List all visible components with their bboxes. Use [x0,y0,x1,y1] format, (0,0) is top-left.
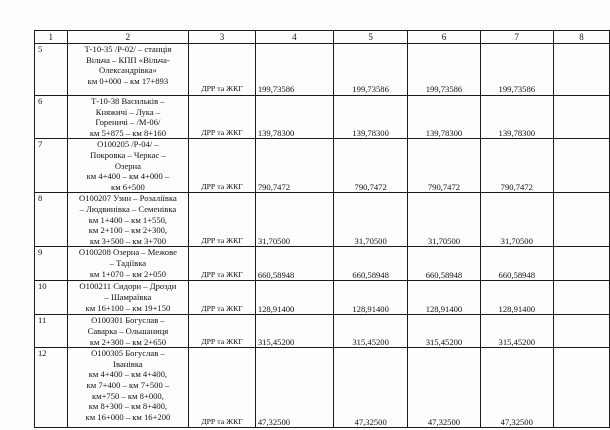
funding-source: ДРР та ЖКГ [189,96,256,139]
road-description [67,193,189,247]
amount-c4: 199,73586 [255,44,333,96]
road-description-line: – Тадіївка [109,257,147,268]
road-description-line: Іванівка [113,358,143,369]
road-description-line: км 6+500 [111,181,145,192]
road-description-line: Вільча – КПП «Вільча- [86,54,170,65]
road-description-line: км 1+070 – км 2+050 [89,268,167,279]
row-number: 5 [35,44,68,96]
table-row [35,139,610,193]
amount-c5: 31,70500 [334,193,408,247]
row-number: 10 [35,281,68,315]
road-description-line: км 0+000 – км 17+893 [87,75,169,86]
amount-c7: 31,70500 [480,193,553,247]
road-description-line: км 3+500 – км 3+700 [89,235,167,246]
amount-c8 [553,193,609,247]
amount-c8 [553,139,609,193]
row-number: 11 [35,315,68,348]
road-description [67,247,189,281]
road-description-line: Озерна [114,160,141,171]
row-number: 9 [35,247,68,281]
column-number: 1 [35,31,68,44]
road-description-line: О100211 Сидори – Дрозди [79,281,177,292]
road-description-line: – Шамраївка [104,291,152,302]
amount-c8 [553,96,609,139]
road-description-line: км 2+300 – км 2+650 [89,336,167,347]
amount-c7: 128,91400 [480,281,553,315]
column-number: 2 [67,31,189,44]
road-description-line: км+750 – км 8+000, [91,390,164,401]
road-description-line: Т-10-38 Васильків – [91,96,165,106]
road-description [67,44,189,96]
amount-c4: 47,32500 [255,348,333,428]
column-number: 7 [480,31,553,44]
amount-c7: 139,78300 [480,96,553,139]
funding-source: ДРР та ЖКГ [189,247,256,281]
row-number: 8 [35,193,68,247]
road-description [67,348,189,428]
road-description-line: О100301 Богуслав – [91,315,165,326]
table-body [35,31,610,428]
column-number: 5 [334,31,408,44]
road-description-line: Саварка – Ольшаниця [87,325,169,336]
road-description-line: О100207 Узин – Розаліївка [79,193,177,204]
funding-source: ДРР та ЖКГ [189,139,256,193]
funding-source: ДРР та ЖКГ [189,193,256,247]
amount-c4: 660,58948 [255,247,333,281]
funding-source: ДРР та ЖКГ [189,44,256,96]
road-description-line: Княжичі – Лука – [95,106,161,117]
row-number: 12 [35,348,68,428]
budget-table [34,30,610,428]
road-description [67,281,189,315]
amount-c7: 47,32500 [480,348,553,428]
amount-c4: 139,78300 [255,96,333,139]
table-row [35,193,610,247]
road-description-line: Т-10-35 /Р-02/ – станція [84,44,172,54]
amount-c6: 31,70500 [408,193,480,247]
amount-c8 [553,44,609,96]
column-number: 4 [255,31,333,44]
amount-c7: 790,7472 [480,139,553,193]
road-description-line: км 16+100 – км 19+150 [85,302,171,313]
column-number: 8 [553,31,609,44]
column-number: 6 [408,31,480,44]
funding-source: ДРР та ЖКГ [189,315,256,348]
road-description-line: км 1+400 – км 1+550, [88,214,168,225]
amount-c7: 199,73586 [480,44,553,96]
amount-c8 [553,281,609,315]
funding-source: ДРР та ЖКГ [189,348,256,428]
road-description-line: км 2+100 – км 2+300, [88,225,168,236]
road-description [67,315,189,348]
table-row [35,348,610,428]
amount-c4: 315,45200 [255,315,333,348]
road-description-line: Олександрівка» [98,65,157,76]
road-description-line: км 16+000 – км 16+200 [85,411,171,422]
amount-c4: 128,91400 [255,281,333,315]
amount-c5: 315,45200 [334,315,408,348]
table-row [35,281,610,315]
amount-c7: 315,45200 [480,315,553,348]
amount-c6: 128,91400 [408,281,480,315]
road-description-line: км 8+300 – км 8+400, [88,401,168,412]
road-description [67,96,189,139]
road-description-line: км 4+400 – км 4+400, [88,369,168,380]
road-description-line: км 5+875 – км 8+160 [89,127,167,138]
road-description [67,139,189,193]
funding-source: ДРР та ЖКГ [189,281,256,315]
amount-c5: 47,32500 [334,348,408,428]
road-description-line: км 4+400 – км 4+000 – [86,171,170,182]
amount-c8 [553,348,609,428]
amount-c5: 660,58948 [334,247,408,281]
amount-c5: 199,73586 [334,44,408,96]
column-number-row [35,31,610,44]
table-row [35,96,610,139]
amount-c6: 139,78300 [408,96,480,139]
table-row [35,315,610,348]
table-row [35,44,610,96]
column-number: 3 [189,31,256,44]
row-number: 7 [35,139,68,193]
road-description-line: Гореничі – /М-06/ [95,117,161,128]
amount-c5: 139,78300 [334,96,408,139]
amount-c8 [553,247,609,281]
amount-c6: 315,45200 [408,315,480,348]
amount-c6: 790,7472 [408,139,480,193]
amount-c6: 199,73586 [408,44,480,96]
road-description-line: – Людвинівка – Семенівка [79,203,177,214]
amount-c5: 128,91400 [334,281,408,315]
amount-c7: 660,58948 [480,247,553,281]
road-description-line: О100305 Богуслав – [91,348,165,359]
amount-c4: 31,70500 [255,193,333,247]
amount-c8 [553,315,609,348]
road-description-line: Покровка – Черкас – [90,149,166,160]
amount-c6: 47,32500 [408,348,480,428]
amount-c4: 790,7472 [255,139,333,193]
road-description-line: О100208 Озерна – Межове [78,247,177,258]
row-number: 6 [35,96,68,139]
table-row [35,247,610,281]
road-description-line: О100205 /Р-04/ – [97,139,159,150]
amount-c6: 660,58948 [408,247,480,281]
amount-c5: 790,7472 [334,139,408,193]
road-description-line: км 7+400 – км 7+500 – [86,379,170,390]
